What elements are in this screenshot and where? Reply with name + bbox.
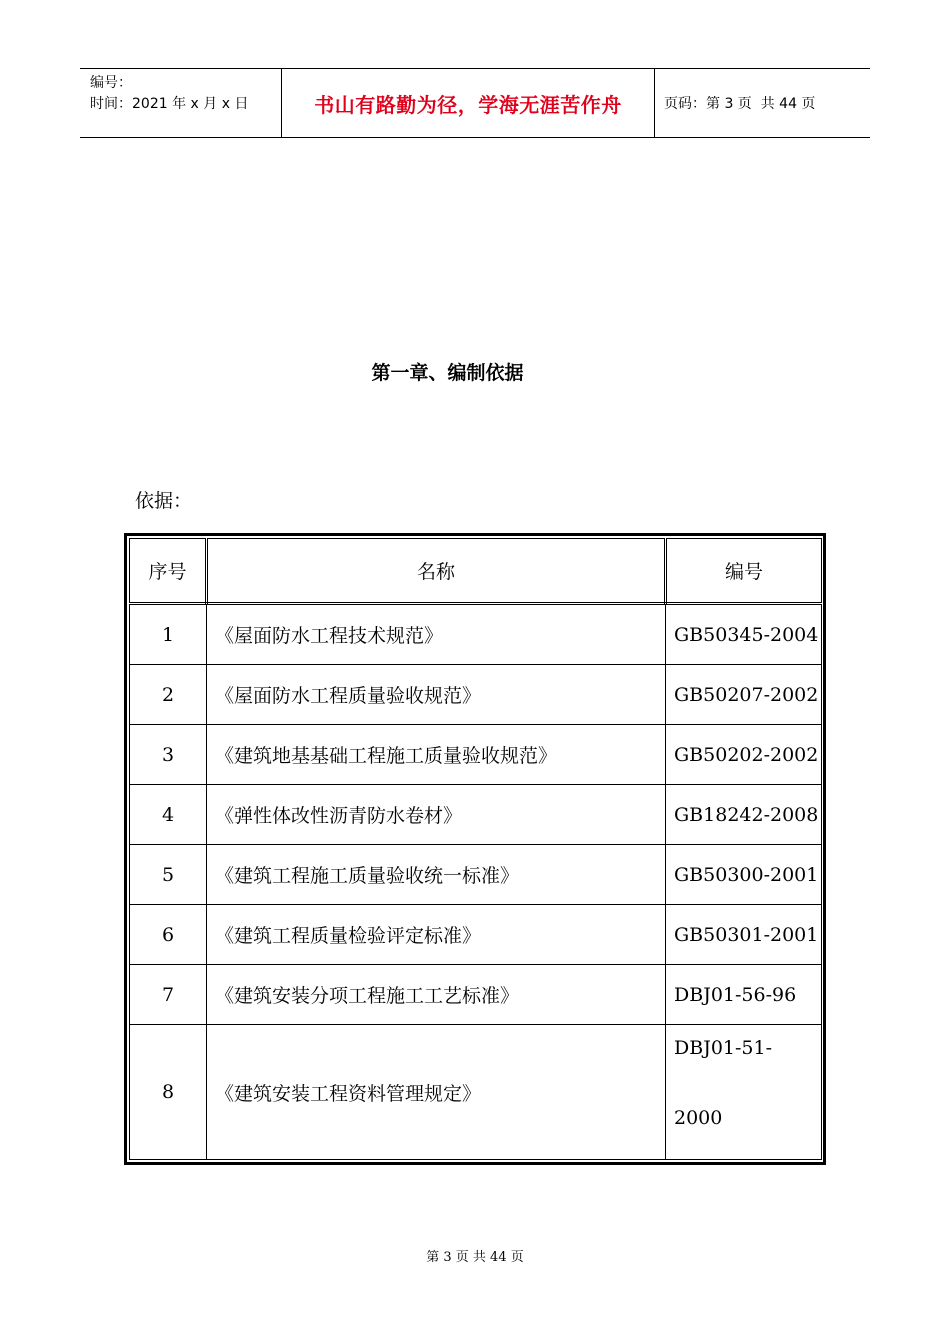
row-seq: 8 [130,1025,207,1160]
table-row [130,845,822,905]
column-header-name: 名称 [207,539,666,604]
row-name: 《屋面防水工程技术规范》 [207,604,666,665]
row-code: GB50202-2002 [666,725,822,785]
row-code-line-1: DBJ01-51- [674,1037,773,1059]
table-row [130,905,822,965]
row-seq: 7 [130,965,207,1025]
table-row [130,604,822,665]
row-code: GB50207-2002 [666,665,822,725]
header-motto: 书山有路勤为径，学海无涯苦作舟 [314,92,622,117]
row-seq: 4 [130,785,207,845]
row-seq: 2 [130,665,207,725]
table-row [130,1025,822,1160]
header-divider [654,69,655,137]
row-name: 《建筑安装分项工程施工工艺标准》 [207,965,666,1025]
table-row [130,965,822,1025]
document-date: 时间：2021 年 x 月 x 日 [90,96,249,112]
page-header [80,68,870,138]
row-code: GB50345-2004 [666,604,822,665]
row-name: 《建筑安装工程资料管理规定》 [207,1025,666,1160]
basis-label: 依据： [135,490,193,512]
row-code: GB50300-2001 [666,845,822,905]
row-code: GB50301-2001 [666,905,822,965]
document-number-label: 编号： [90,75,132,91]
column-header-seq: 序号 [130,539,207,604]
table-row [130,785,822,845]
row-name: 《弹性体改性沥青防水卷材》 [207,785,666,845]
page-footer: 第 3 页 共 44 页 [426,1250,524,1265]
table-header-row [130,539,822,604]
reference-table-frame [124,533,826,1165]
reference-table [129,538,822,1160]
row-code: DBJ01-56-96 [666,965,822,1025]
row-code-line-2: 2000 [674,1107,723,1129]
row-code [666,1025,822,1160]
table-row [130,725,822,785]
row-seq: 1 [130,604,207,665]
row-name: 《建筑地基基础工程施工质量验收规范》 [207,725,666,785]
header-meta [90,73,248,115]
header-page-info: 页码：第 3 页 共 44 页 [664,96,816,112]
column-header-code: 编号 [666,539,822,604]
row-seq: 6 [130,905,207,965]
row-name: 《屋面防水工程质量验收规范》 [207,665,666,725]
row-name: 《建筑工程施工质量验收统一标准》 [207,845,666,905]
table-row [130,665,822,725]
row-code: GB18242-2008 [666,785,822,845]
row-name: 《建筑工程质量检验评定标准》 [207,905,666,965]
row-seq: 3 [130,725,207,785]
chapter-title: 第一章、编制依据 [371,362,524,384]
row-seq: 5 [130,845,207,905]
